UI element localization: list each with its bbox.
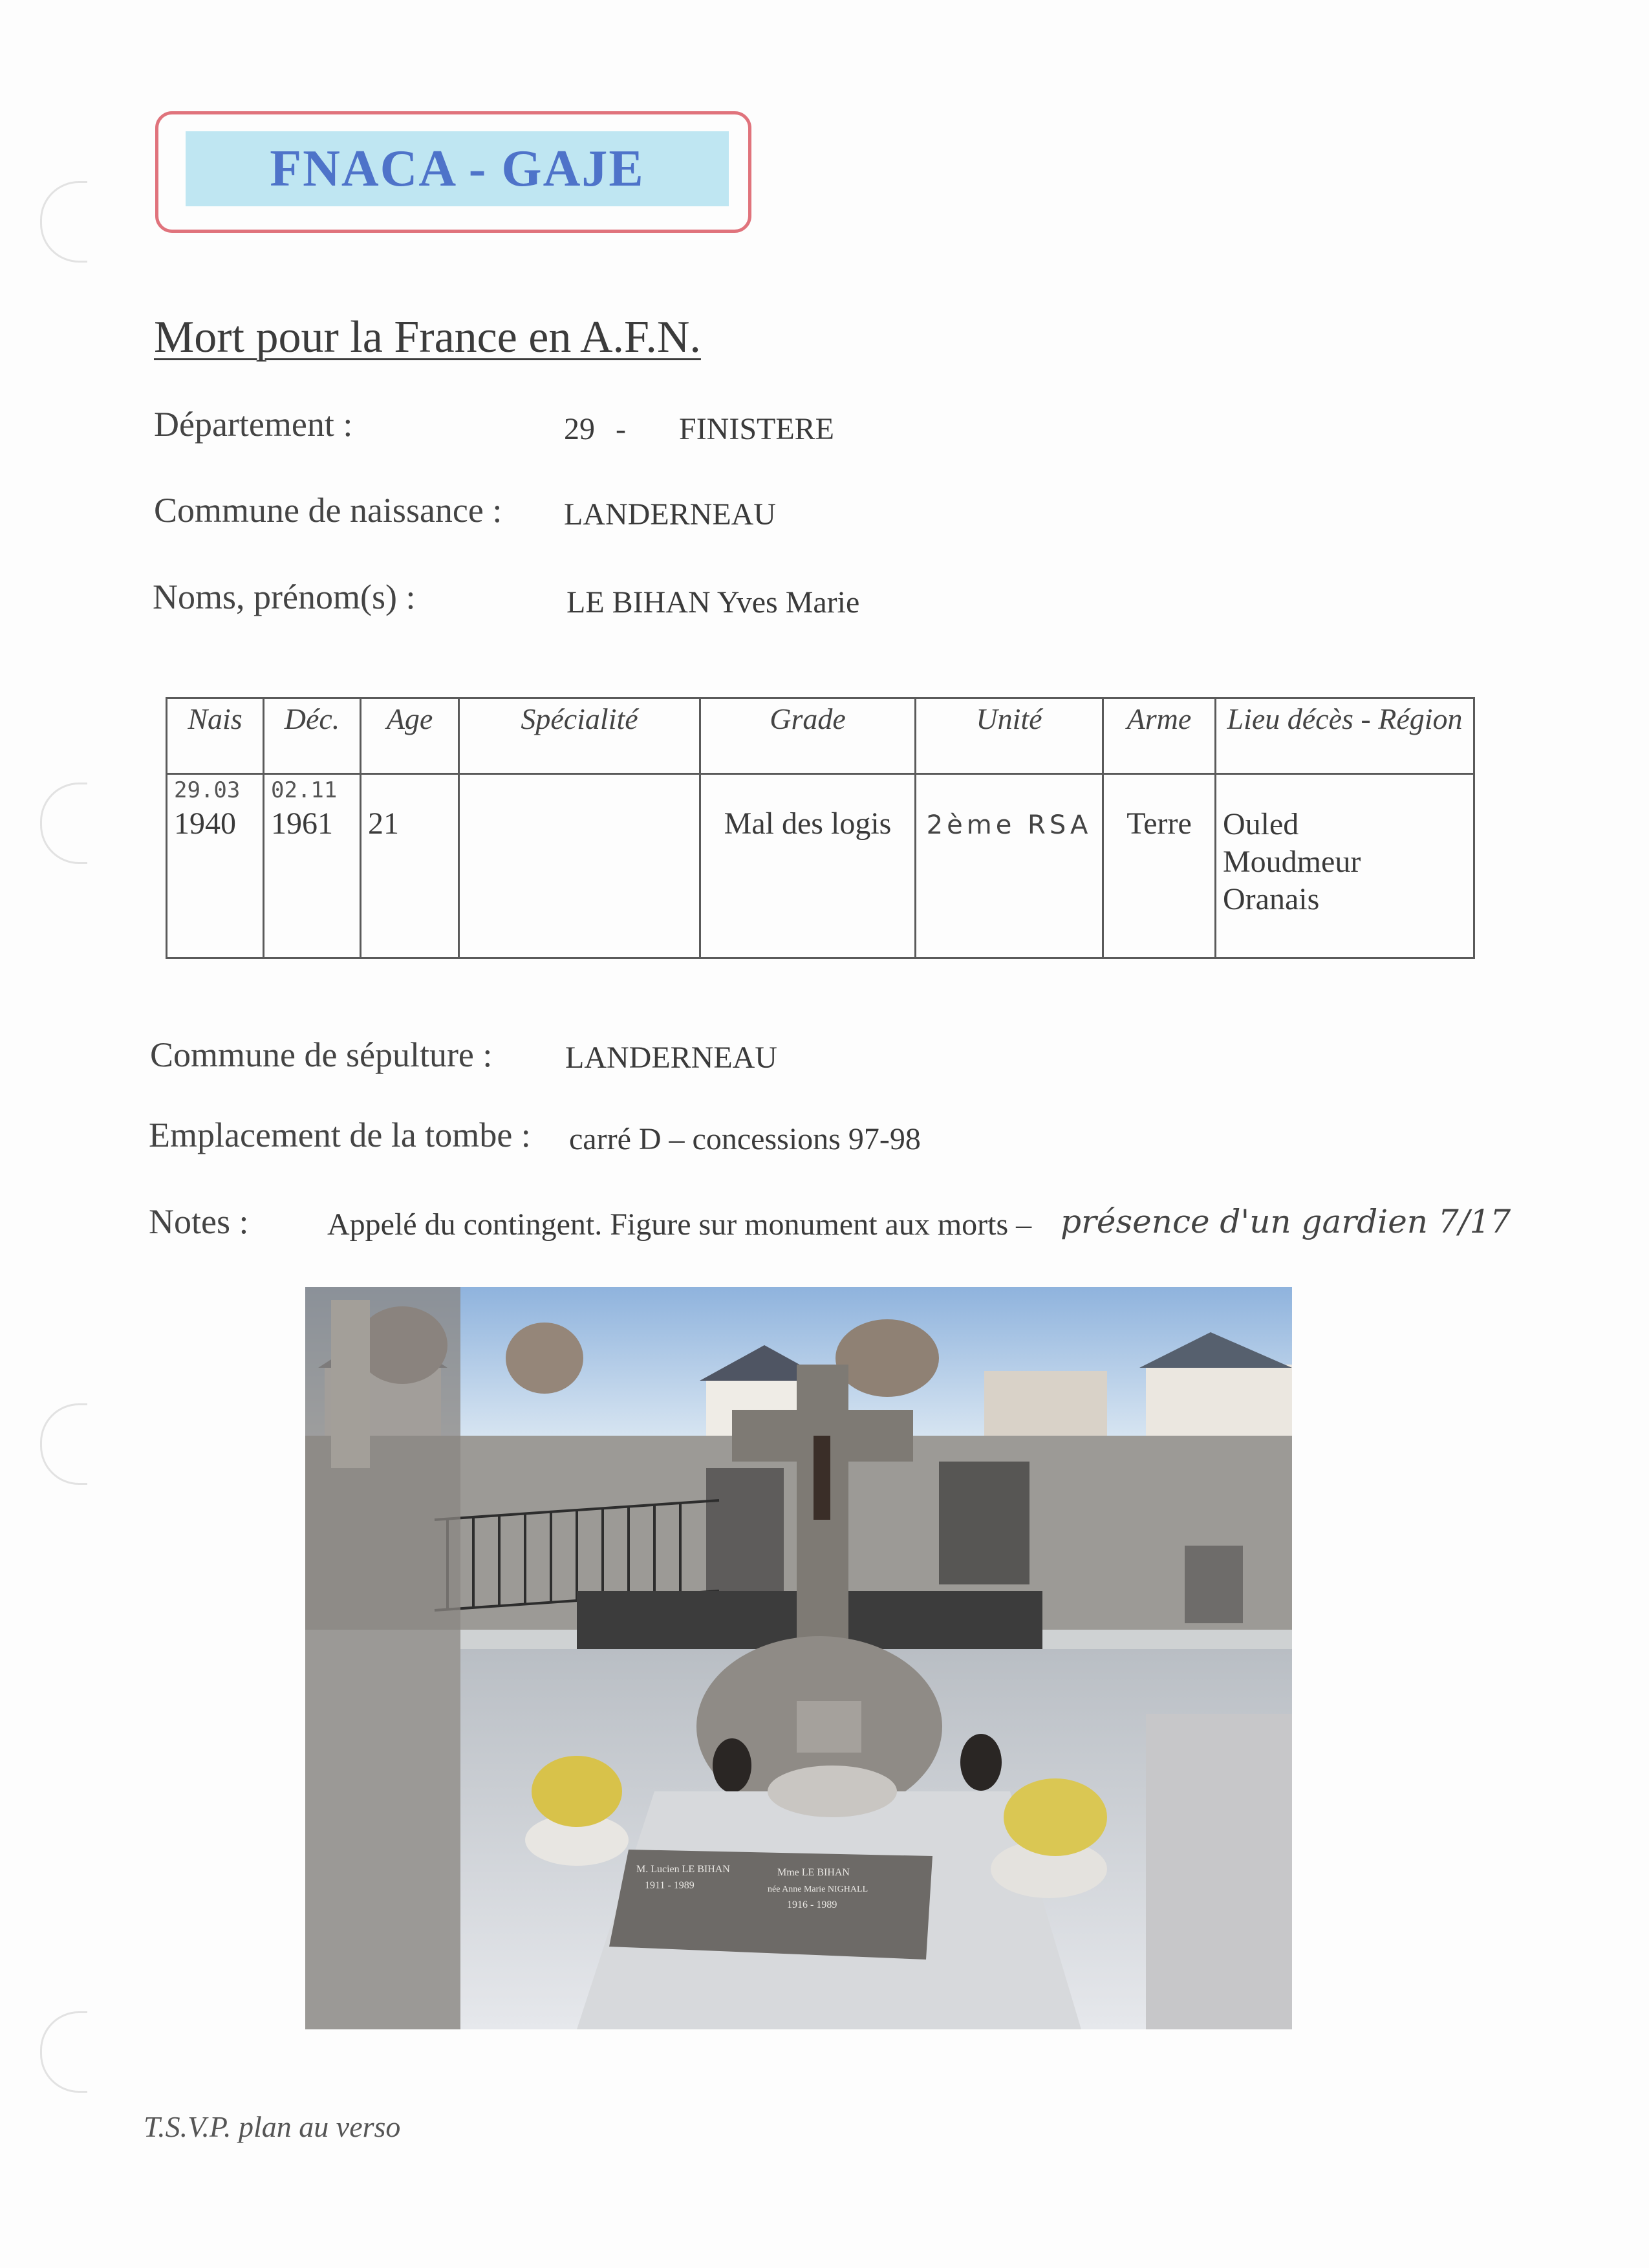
header-dec: Déc. (264, 698, 361, 774)
punch-hole (40, 181, 87, 263)
cell-specialite (459, 774, 700, 958)
departement-number: 29 (564, 412, 595, 446)
departement-label: Département : (154, 405, 353, 444)
sepulture-value: LANDERNEAU (565, 1041, 777, 1075)
nais-value: 1940 (174, 806, 236, 841)
noms-label: Noms, prénom(s) : (153, 578, 416, 616)
notes-handwritten: présence d'un gardien 7/17 (1061, 1203, 1511, 1240)
header-nais: Nais (167, 698, 264, 774)
cell-arme (1103, 774, 1216, 958)
plaque-line: M. Lucien LE BIHAN (636, 1864, 730, 1875)
header-title: FNACA - GAJE (270, 140, 645, 197)
table-row (167, 774, 1474, 958)
departement-separator: - (616, 412, 626, 446)
dec-handwritten: 02.11 (271, 777, 338, 803)
header-arme: Arme (1103, 698, 1216, 774)
header-unite: Unité (916, 698, 1103, 774)
header-banner (186, 131, 729, 206)
footer-note: T.S.V.P. plan au verso (144, 2110, 401, 2143)
table-header-row (167, 698, 1474, 774)
arme-value: Terre (1126, 806, 1192, 841)
lieu-line: Ouled (1223, 807, 1299, 841)
grade-value: Mal des logis (724, 806, 892, 841)
plaque-line: 1911 - 1989 (645, 1880, 695, 1891)
unite-handwritten: 2ème RSA (926, 810, 1092, 840)
section-title: Mort pour la France en A.F.N. (154, 312, 701, 362)
noms-value: LE BIHAN Yves Marie (566, 585, 860, 620)
commune-naissance-label: Commune de naissance : (154, 491, 502, 530)
header-lieu: Lieu décès - Région (1216, 698, 1474, 774)
notes-value: Appelé du contingent. Figure sur monument aux morts – (327, 1207, 1032, 1242)
emplacement-value: carré D – concessions 97-98 (569, 1122, 921, 1156)
cell-dec (264, 774, 361, 958)
sepulture-label: Commune de sépulture : (150, 1035, 493, 1074)
dec-value: 1961 (271, 806, 333, 841)
plaque-line: 1916 - 1989 (787, 1899, 837, 1910)
cell-age (361, 774, 459, 958)
cell-grade (700, 774, 916, 958)
departement-name: FINISTERE (679, 412, 834, 446)
cell-lieu (1216, 774, 1474, 958)
lieu-line: Moudmeur (1223, 845, 1361, 879)
punch-hole (40, 2011, 87, 2093)
age-value: 21 (368, 806, 399, 841)
plaque-line: Mme LE BIHAN (777, 1867, 850, 1878)
header-age: Age (361, 698, 459, 774)
plaque-line: née Anne Marie NIGHALL (768, 1885, 868, 1894)
commune-naissance-value: LANDERNEAU (564, 497, 776, 532)
punch-hole (40, 783, 87, 864)
grave-photo-illustration (305, 1287, 1292, 2029)
header-specialite: Spécialité (459, 698, 700, 774)
header-grade: Grade (700, 698, 916, 774)
lieu-line: Oranais (1223, 882, 1320, 916)
info-table (166, 697, 1475, 959)
grave-photo (305, 1287, 1292, 2029)
cell-nais (167, 774, 264, 958)
punch-hole (40, 1403, 87, 1485)
emplacement-label: Emplacement de la tombe : (149, 1116, 531, 1154)
notes-label: Notes : (149, 1202, 249, 1241)
nais-handwritten: 29.03 (174, 777, 241, 803)
cell-unite (916, 774, 1103, 958)
header-box (155, 111, 751, 233)
